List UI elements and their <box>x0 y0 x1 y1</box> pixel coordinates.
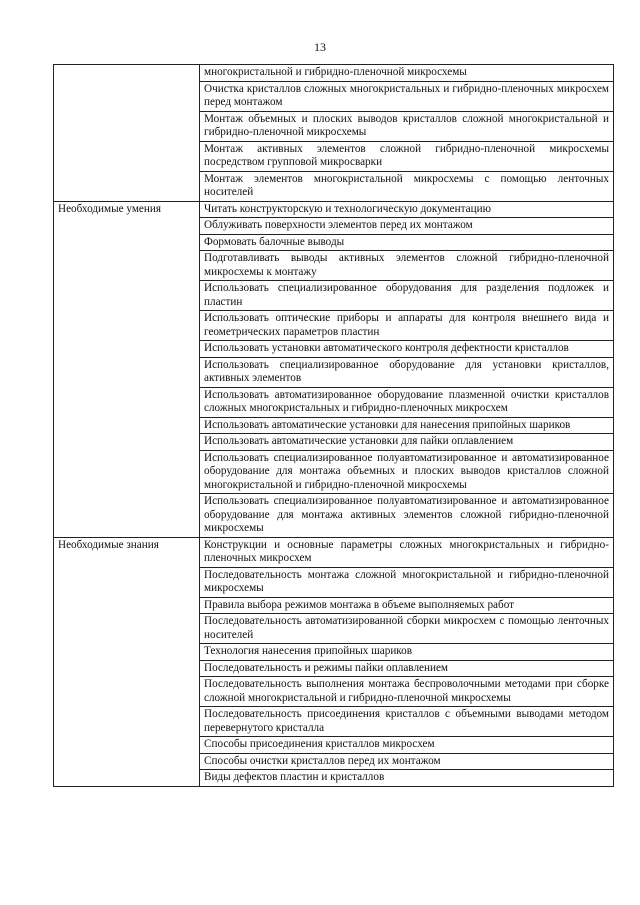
list-item: Очистка кристаллов сложных многокристальных и гибридно-пленочных микросхем перед монтажом <box>200 81 614 111</box>
list-item: Использовать автоматизированное оборудование плазменной очистки кристаллов сложных многокристальных и гибридно-пленочных микросхем <box>200 387 614 417</box>
group-label: Необходимые умения <box>54 201 200 537</box>
list-item: Последовательность и режимы пайки оплавлением <box>200 660 614 677</box>
group-label <box>54 65 200 202</box>
list-item: Монтаж объемных и плоских выводов кристаллов сложной многокристальной и гибридно-пленочной микросхемы <box>200 111 614 141</box>
group-label: Необходимые знания <box>54 537 200 786</box>
table-row <box>54 201 614 218</box>
list-item: Виды дефектов пластин и кристаллов <box>200 770 614 787</box>
list-item: Формовать балочные выводы <box>200 234 614 251</box>
list-item: Использовать установки автоматического контроля дефектности кристаллов <box>200 341 614 358</box>
list-item: Правила выбора режимов монтажа в объеме выполняемых работ <box>200 597 614 614</box>
list-item: Последовательность присоединения кристаллов с объемными выводами методом перевернутого кристалла <box>200 707 614 737</box>
competency-table <box>53 64 614 787</box>
list-item: Последовательность выполнения монтажа беспроволочными методами при сборке сложной многокристальной и гибридно-пленочной микросхемы <box>200 677 614 707</box>
list-item: Последовательность автоматизированной сборки микросхем с помощью ленточных носителей <box>200 614 614 644</box>
list-item: Читать конструкторскую и технологическую документацию <box>200 201 614 218</box>
list-item: Способы присоединения кристаллов микросхем <box>200 737 614 754</box>
list-item: Использовать специализированное оборудование для установки кристаллов, активных элементов <box>200 357 614 387</box>
list-item: Монтаж элементов многокристальной микросхемы с помощью ленточных носителей <box>200 171 614 201</box>
list-item: Использовать специализированное полуавтоматизированное и автоматизированное оборудование для монтажа активных элементов сложной гибридно-пленочной микросхемы <box>200 494 614 538</box>
list-item: Подготавливать выводы активных элементов сложной гибридно-пленочной микросхемы к монтажу <box>200 251 614 281</box>
table-row <box>54 65 614 82</box>
list-item: Облуживать поверхности элементов перед их монтажом <box>200 218 614 235</box>
list-item: Монтаж активных элементов сложной гибридно-пленочной микросхемы посредством групповой микросварки <box>200 141 614 171</box>
list-item: Использовать автоматические установки для нанесения припойных шариков <box>200 417 614 434</box>
list-item: Технология нанесения припойных шариков <box>200 644 614 661</box>
list-item: Последовательность монтажа сложной многокристальной и гибридно-пленочной микросхемы <box>200 567 614 597</box>
list-item: Способы очистки кристаллов перед их монтажом <box>200 753 614 770</box>
table-row <box>54 537 614 567</box>
list-item: Использовать специализированное полуавтоматизированное и автоматизированное оборудование для монтажа объемных и плоских выводов кристаллов сложной многокристальной и гибридно-пленочной микросхемы <box>200 450 614 494</box>
list-item: многокристальной и гибридно-пленочной микросхемы <box>200 65 614 82</box>
list-item: Использовать специализированное оборудования для разделения подложек и пластин <box>200 281 614 311</box>
page-number: 13 <box>314 40 326 54</box>
list-item: Конструкции и основные параметры сложных многокристальных и гибридно-пленочных микросхем <box>200 537 614 567</box>
list-item: Использовать оптические приборы и аппараты для контроля внешнего вида и геометрических параметров пластин <box>200 311 614 341</box>
list-item: Использовать автоматические установки для пайки оплавлением <box>200 434 614 451</box>
